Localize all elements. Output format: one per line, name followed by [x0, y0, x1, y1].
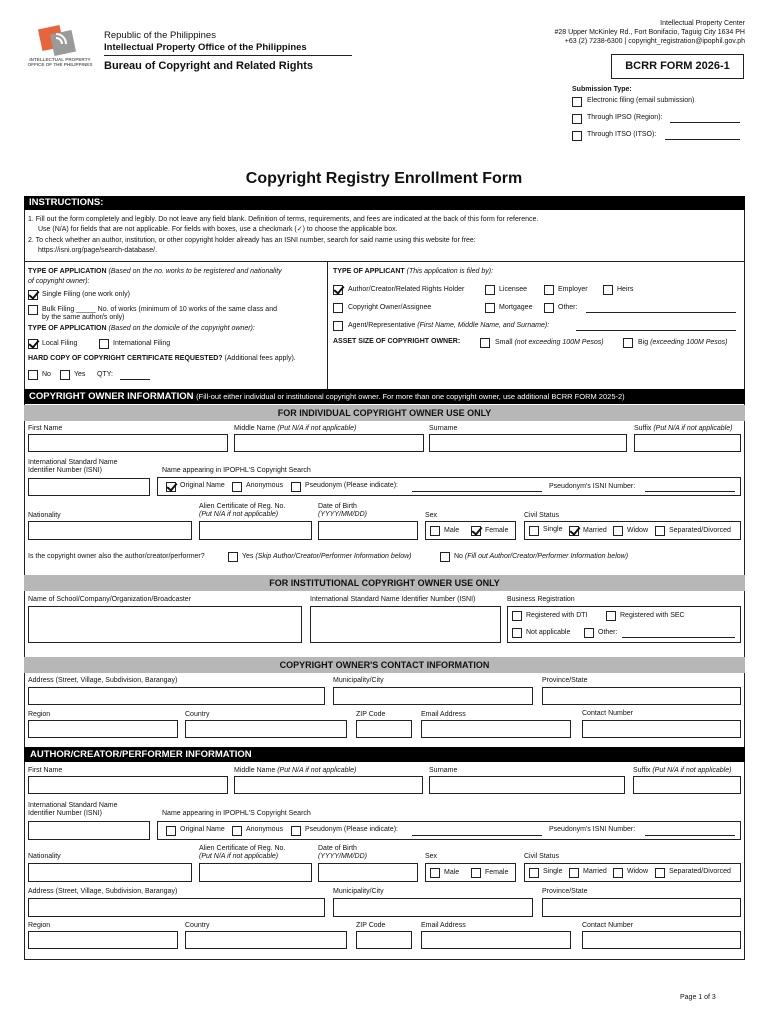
qty-field[interactable]	[120, 379, 150, 380]
dti-label: Registered with DTI	[526, 612, 588, 619]
owner-separated-label: Separated/Divorced	[669, 527, 731, 534]
heirs-checkbox[interactable]	[603, 285, 613, 295]
employer-checkbox[interactable]	[544, 285, 554, 295]
school-name-label: Name of School/Company/Organization/Broadcaster	[28, 596, 192, 603]
institution-isni-input[interactable]	[310, 606, 501, 643]
owner-sex-label: Sex	[425, 512, 438, 519]
instruction-1b: Use (N/A) for fields that are not applicable. For fields with boxes, use a checkmark (✓) to choose the applicable box.	[38, 226, 398, 233]
owner-header-note: (Fill-out either individual or institutional copyright owner. For more than one copyright owner, use additional BCRR FORM 2025-2)	[196, 392, 625, 401]
owner-isni-input[interactable]	[28, 478, 150, 496]
author-suffix-input[interactable]	[633, 776, 741, 794]
asset-title: ASSET SIZE OF COPYRIGHT OWNER:	[333, 338, 461, 345]
owner-region-label: Region	[28, 711, 51, 718]
licensee-label: Licensee	[499, 286, 528, 293]
owner-surname-input[interactable]	[429, 434, 627, 452]
author-country-input[interactable]	[185, 931, 347, 949]
owner-female-checkbox[interactable]	[471, 526, 481, 536]
applicant-other-checkbox[interactable]	[544, 303, 554, 313]
single-filing-label: Single Filing (one work only)	[42, 291, 130, 298]
instruction-1: 1. Fill out the form completely and legibly. Do not leave any field blank. Definition of terms, requirements, and fees are indicated at the back of this form for reference.	[28, 216, 539, 223]
country-name: Republic of the Philippines	[104, 30, 216, 41]
owner-first-name-input[interactable]	[28, 434, 228, 452]
author-widow-label: Widow	[627, 868, 649, 875]
owner-province-input[interactable]	[542, 687, 741, 705]
owner-country-label: Country	[185, 711, 210, 718]
author-male-checkbox[interactable]	[430, 868, 440, 878]
office-name: Intellectual Property Office of the Philippines	[104, 42, 307, 53]
form-code-badge: BCRR FORM 2026-1	[611, 54, 744, 79]
author-country-label: Country	[185, 922, 210, 929]
author-surname-label: Surname	[429, 767, 458, 774]
author-pseudonym-isni-field[interactable]	[645, 835, 735, 836]
logo-text: INTELLECTUAL PROPERTY OFFICE OF THE PHILIPPINES	[27, 57, 93, 68]
international-filing-label: International Filing	[113, 340, 171, 347]
asset-big-note: (exceeding 100M Pesos)	[650, 339, 728, 346]
author-dob-input[interactable]	[318, 863, 418, 882]
author-acr-label-1: Alien Certificate of Reg. No.	[199, 845, 286, 852]
international-filing-checkbox[interactable]	[99, 339, 109, 349]
electronic-filing-checkbox[interactable]	[572, 97, 582, 107]
author-anonymous-checkbox[interactable]	[232, 826, 242, 836]
author-isni-label-1: International Standard Name	[28, 802, 118, 809]
submission-title: Submission Type:	[572, 86, 632, 93]
form-title: Copyright Registry Enrollment Form	[245, 170, 523, 187]
author-header: AUTHOR/CREATOR/PERFORMER INFORMATION	[24, 747, 745, 762]
owner-married-checkbox[interactable]	[569, 526, 579, 536]
author-contact-input[interactable]	[582, 931, 741, 949]
owner-acr-input[interactable]	[199, 521, 312, 540]
owner-dob-label-2: (YYYY/MM/DD)	[318, 511, 367, 518]
hardcopy-yes-label: Yes	[74, 371, 86, 378]
author-address-label: Address (Street, Village, Subdivision, Barangay)	[28, 888, 178, 895]
author-municipality-input[interactable]	[333, 898, 533, 917]
owner-pseudonym-isni-field[interactable]	[645, 491, 735, 492]
author-suffix-note: (Put N/A if not applicable)	[652, 767, 732, 774]
owner-married-label: Married	[583, 527, 607, 534]
itso-checkbox[interactable]	[572, 131, 582, 141]
institution-isni-label: International Standard Name Identifier Number (ISNI)	[310, 596, 476, 603]
center-contact: +63 (2) 7238-6300 | copyright_registration@ipophil.gov.ph	[564, 38, 745, 45]
author-pseudonym-isni-label: Pseudonym's ISNI Number:	[549, 826, 636, 833]
also-author-yes-checkbox[interactable]	[228, 552, 238, 562]
owner-name-appearing-group	[157, 477, 741, 496]
asset-big-checkbox[interactable]	[623, 338, 633, 348]
author-middle-name-note: (Put N/A if not applicable)	[277, 767, 357, 774]
mortgagee-checkbox[interactable]	[485, 303, 495, 313]
author-nationality-label: Nationality	[28, 853, 61, 860]
author-nationality-input[interactable]	[28, 863, 192, 882]
author-email-label: Email Address	[421, 922, 466, 929]
local-filing-checkbox[interactable]	[28, 339, 38, 349]
owner-widow-checkbox[interactable]	[613, 526, 623, 536]
asset-small-label: Small	[495, 339, 513, 346]
owner-original-name-checkbox[interactable]	[166, 482, 176, 492]
owner-zip-label: ZIP Code	[356, 711, 386, 718]
author-isni-label-2: Identifier Number (ISNI)	[28, 810, 102, 817]
applicant-type-note: (This application is filed by):	[406, 268, 494, 275]
bulk-filing-label2: by the same author/s only)	[42, 314, 125, 321]
author-province-label: Province/State	[542, 888, 588, 895]
owner-assignee-label: Copyright Owner/Assignee	[348, 304, 432, 311]
author-email-input[interactable]	[421, 931, 571, 949]
applicant-other-label: Other:	[558, 304, 578, 311]
author-original-name-label: Original Name	[180, 826, 225, 833]
owner-civil-status-label: Civil Status	[524, 512, 560, 519]
heirs-label: Heirs	[617, 286, 634, 293]
author-middle-name-input[interactable]	[234, 776, 423, 794]
center-address: #28 Upper McKinley Rd., Fort Bonifacio, Taguig City 1634 PH	[554, 29, 745, 36]
application-type-note: (Based on the no. works to be registered and nationality	[108, 268, 282, 275]
bureau-name: Bureau of Copyright and Related Rights	[104, 60, 314, 72]
owner-pseudonym-checkbox[interactable]	[291, 482, 301, 492]
applicant-other-field[interactable]	[586, 312, 736, 313]
owner-address-label: Address (Street, Village, Subdivision, Barangay)	[28, 677, 178, 684]
owner-first-name-label: First Name	[28, 425, 63, 432]
owner-acr-label-2: (Put N/A if not applicable)	[199, 511, 279, 518]
sec-label: Registered with SEC	[620, 612, 685, 619]
owner-province-label: Province/State	[542, 677, 588, 684]
author-address-input[interactable]	[28, 898, 325, 917]
qty-label: QTY:	[97, 371, 113, 378]
owner-dob-label-1: Date of Birth	[318, 503, 357, 510]
also-author-question: Is the copyright owner also the author/creator/performer?	[28, 553, 205, 560]
author-civil-status-label: Civil Status	[524, 853, 560, 860]
electronic-filing-label: Electronic filing (email submission)	[587, 97, 695, 104]
bulk-filing-label: Bulk Filing _____ No. of works (minimum of 10 works of the same class and	[42, 306, 277, 313]
owner-municipality-input[interactable]	[333, 687, 533, 705]
agent-label: Agent/Representative	[348, 322, 416, 329]
owner-single-label: Single	[543, 526, 563, 533]
agent-checkbox[interactable]	[333, 321, 343, 331]
owner-single-checkbox[interactable]	[529, 526, 539, 536]
individual-owner-header: FOR INDIVIDUAL COPYRIGHT OWNER USE ONLY	[24, 405, 745, 421]
also-author-no-note: (Fill out Author/Creator/Performer Information below)	[464, 553, 629, 560]
ipophl-logo-icon	[38, 24, 76, 58]
hardcopy-no-label: No	[42, 371, 51, 378]
owner-suffix-note: (Put N/A if not applicable)	[653, 425, 733, 432]
also-author-yes-note: (Skip Author/Creator/Performer Information below)	[255, 553, 412, 560]
asset-big-label: Big	[638, 339, 649, 346]
author-female-checkbox[interactable]	[471, 868, 481, 878]
owner-pseudonym-field[interactable]	[412, 491, 542, 492]
ipso-checkbox[interactable]	[572, 114, 582, 124]
author-female-label: Female	[485, 869, 509, 876]
asset-small-note: (not exceeding 100M Pesos)	[514, 339, 604, 346]
author-pseudonym-field[interactable]	[412, 835, 542, 836]
owner-widow-label: Widow	[627, 527, 649, 534]
asset-small-checkbox[interactable]	[480, 338, 490, 348]
owner-middle-name-note: (Put N/A if not applicable)	[277, 425, 357, 432]
author-province-input[interactable]	[542, 898, 741, 917]
page-number: Page 1 of 3	[680, 994, 716, 1001]
ipso-field[interactable]	[670, 122, 740, 123]
author-contact-label: Contact Number	[582, 922, 633, 929]
author-pseudonym-label: Pseudonym (Please indicate):	[305, 826, 398, 833]
bulk-filing-checkbox[interactable]	[28, 305, 38, 315]
owner-email-input[interactable]	[421, 720, 571, 738]
applicant-type-title: TYPE OF APPLICANT	[333, 268, 405, 275]
owner-pseudonym-label: Pseudonym (Please indicate):	[305, 482, 398, 489]
author-pseudonym-checkbox[interactable]	[291, 826, 301, 836]
institutional-owner-header: FOR INSTITUTIONAL COPYRIGHT OWNER USE ONLY	[24, 575, 745, 591]
instruction-2b: https://isni.org/page/search-database/.	[38, 247, 158, 254]
owner-isni-label-1: International Standard Name	[28, 459, 118, 466]
author-name-appearing-group	[157, 821, 741, 840]
hardcopy-note: (Additional fees apply).	[224, 355, 296, 362]
author-name-appearing-label: Name appearing in IPOPHL'S Copyright Search	[162, 810, 311, 817]
owner-email-label: Email Address	[421, 711, 466, 718]
author-region-label: Region	[28, 922, 51, 929]
dti-checkbox[interactable]	[512, 611, 522, 621]
itso-field[interactable]	[665, 139, 740, 140]
domicile-title: TYPE OF APPLICATION	[28, 325, 107, 332]
author-dob-label-1: Date of Birth	[318, 845, 357, 852]
author-isni-input[interactable]	[28, 821, 150, 840]
business-other-field[interactable]	[622, 637, 735, 638]
owner-original-name-label: Original Name	[180, 482, 225, 489]
school-name-input[interactable]	[28, 606, 302, 643]
hardcopy-yes-checkbox[interactable]	[60, 370, 70, 380]
licensee-checkbox[interactable]	[485, 285, 495, 295]
business-reg-label: Business Registration	[507, 596, 575, 603]
owner-dob-input[interactable]	[318, 521, 418, 540]
owner-acr-label-1: Alien Certificate of Reg. No.	[199, 503, 286, 510]
owner-address-input[interactable]	[28, 687, 325, 705]
owner-contact-input[interactable]	[582, 720, 741, 738]
owner-separated-checkbox[interactable]	[655, 526, 665, 536]
not-applicable-label: Not applicable	[526, 629, 571, 636]
itso-label: Through ITSO (ITSO):	[587, 131, 657, 138]
author-original-name-checkbox[interactable]	[166, 826, 176, 836]
owner-contact-label: Contact Number	[582, 710, 633, 717]
hardcopy-no-checkbox[interactable]	[28, 370, 38, 380]
owner-middle-name-label: Middle Name	[234, 425, 276, 432]
author-first-name-label: First Name	[28, 767, 63, 774]
contact-info-header: COPYRIGHT OWNER'S CONTACT INFORMATION	[24, 657, 745, 673]
author-male-label: Male	[444, 869, 460, 876]
owner-female-label: Female	[485, 527, 509, 534]
owner-suffix-label: Suffix	[634, 425, 652, 432]
also-author-no-label: No	[454, 553, 463, 560]
owner-anonymous-checkbox[interactable]	[232, 482, 242, 492]
owner-country-input[interactable]	[185, 720, 347, 738]
owner-anonymous-label: Anonymous	[246, 482, 283, 489]
agent-field[interactable]	[576, 330, 736, 331]
owner-nationality-input[interactable]	[28, 521, 192, 540]
ipso-label: Through IPSO (Region):	[587, 114, 663, 121]
author-surname-input[interactable]	[429, 776, 625, 794]
business-other-label: Other:	[598, 629, 618, 636]
author-holder-checkbox[interactable]	[333, 285, 343, 295]
author-widow-checkbox[interactable]	[613, 868, 623, 878]
owner-header: COPYRIGHT OWNER INFORMATION	[29, 391, 194, 402]
author-municipality-label: Municipality/City	[333, 888, 384, 895]
author-middle-name-label: Middle Name	[234, 767, 276, 774]
author-acr-label-2: (Put N/A if not applicable)	[199, 853, 279, 860]
owner-male-label: Male	[444, 527, 460, 534]
author-holder-label: Author/Creator/Related Rights Holder	[348, 286, 465, 293]
also-author-yes-label: Yes	[242, 553, 254, 560]
single-filing-checkbox[interactable]	[28, 290, 38, 300]
author-acr-input[interactable]	[199, 863, 312, 882]
instructions-header: INSTRUCTIONS:	[24, 196, 745, 210]
author-dob-label-2: (YYYY/MM/DD)	[318, 853, 367, 860]
author-married-checkbox[interactable]	[569, 868, 579, 878]
author-zip-input[interactable]	[356, 931, 412, 949]
center-name: Intellectual Property Center	[660, 20, 745, 27]
owner-zip-input[interactable]	[356, 720, 412, 738]
hardcopy-title: HARD COPY OF COPYRIGHT CERTIFICATE REQUESTED?	[28, 355, 223, 362]
sec-checkbox[interactable]	[606, 611, 616, 621]
instruction-2: 2. To check whether an author, institution, or other copyright holder already has an ISNI number, search for said name using this website for free:	[28, 237, 476, 244]
author-region-input[interactable]	[28, 931, 178, 949]
author-suffix-label: Suffix	[633, 767, 651, 774]
owner-suffix-input[interactable]	[634, 434, 741, 452]
author-anonymous-label: Anonymous	[246, 826, 283, 833]
owner-assignee-checkbox[interactable]	[333, 303, 343, 313]
author-single-checkbox[interactable]	[529, 868, 539, 878]
not-applicable-checkbox[interactable]	[512, 628, 522, 638]
agent-note: (First Name, Middle Name, and Surname):	[417, 322, 550, 329]
author-first-name-input[interactable]	[28, 776, 228, 794]
author-single-label: Single	[543, 868, 563, 875]
also-author-no-checkbox[interactable]	[440, 552, 450, 562]
owner-middle-name-input[interactable]	[234, 434, 424, 452]
owner-municipality-label: Municipality/City	[333, 677, 384, 684]
owner-male-checkbox[interactable]	[430, 526, 440, 536]
author-sex-label: Sex	[425, 853, 438, 860]
author-separated-label: Separated/Divorced	[669, 868, 731, 875]
employer-label: Employer	[558, 286, 588, 293]
author-separated-checkbox[interactable]	[655, 868, 665, 878]
application-type-title: TYPE OF APPLICATION	[28, 268, 107, 275]
owner-region-input[interactable]	[28, 720, 178, 738]
owner-nationality-label: Nationality	[28, 512, 61, 519]
author-married-label: Married	[583, 868, 607, 875]
local-filing-label: Local Filing	[42, 340, 78, 347]
domicile-note: (Based on the domicile of the copyright owner):	[108, 325, 255, 332]
owner-isni-label-2: Identifier Number (ISNI)	[28, 467, 102, 474]
owner-surname-label: Surname	[429, 425, 458, 432]
mortgagee-label: Mortgagee	[499, 304, 533, 311]
owner-name-appearing-label: Name appearing in IPOPHL'S Copyright Search	[162, 467, 311, 474]
author-zip-label: ZIP Code	[356, 922, 386, 929]
owner-pseudonym-isni-label: Pseudonym's ISNI Number:	[549, 483, 636, 490]
business-other-checkbox[interactable]	[584, 628, 594, 638]
application-type-note2: of copyright owner):	[28, 278, 90, 285]
